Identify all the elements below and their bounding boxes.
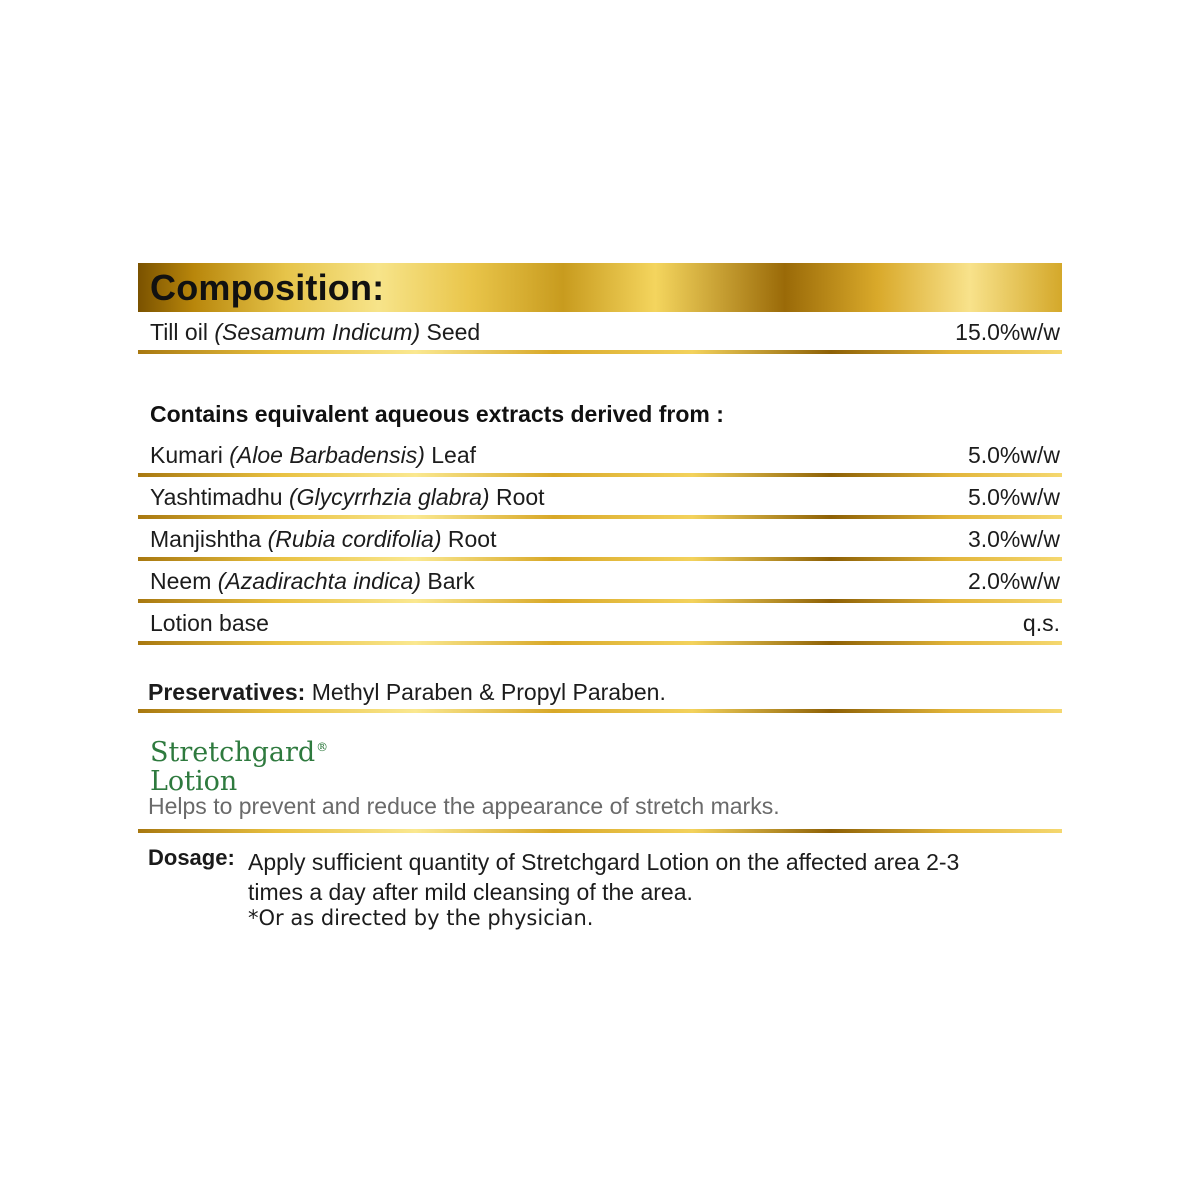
gold-divider <box>138 641 1062 645</box>
ingredient-value: 3.0%w/w <box>967 526 1060 552</box>
ingredient-label: Yashtimadhu (Glycyrrhzia glabra) Root <box>150 484 545 510</box>
composition-panel <box>138 263 1062 943</box>
ingredient-value: q.s. <box>1022 610 1060 636</box>
ingredient-row-yashtimadhu <box>138 477 1062 515</box>
preservatives-value: Methyl Paraben & Propyl Paraben. <box>311 679 666 705</box>
ingredient-value: 15.0%w/w <box>955 319 1060 345</box>
ingredient-label: Neem (Azadirachta indica) Bark <box>150 568 475 594</box>
dosage-block <box>138 833 1062 943</box>
ingredient-value: 2.0%w/w <box>967 568 1060 594</box>
composition-title: Composition: <box>150 267 385 308</box>
ingredient-label: Manjishtha (Rubia cordifolia) Root <box>150 526 497 552</box>
ingredient-value: 5.0%w/w <box>967 484 1060 510</box>
dosage-text: Apply sufficient quantity of Stretchgard Lotion on the affected area 2-3 times a day after mild cleansing of the area. <box>248 849 960 905</box>
extracts-heading: Contains equivalent aqueous extracts derived from : <box>150 401 724 427</box>
product-name: Stretchgard® Lotion <box>150 737 329 797</box>
preservatives-text <box>148 679 666 706</box>
dosage-label: Dosage: <box>148 845 235 870</box>
ingredient-label: Kumari (Aloe Barbadensis) Leaf <box>150 442 477 468</box>
preservatives-row <box>138 673 1062 709</box>
ingredient-label: Lotion base <box>150 610 269 636</box>
ingredient-label: Till oil (Sesamum Indicum) Seed <box>150 319 481 345</box>
ingredient-row-neem <box>138 561 1062 599</box>
registered-mark: ® <box>316 740 329 754</box>
product-brand-block <box>138 713 1062 829</box>
ingredient-row-lotion-base <box>138 603 1062 641</box>
composition-header <box>138 263 1062 312</box>
ingredient-row-kumari <box>138 435 1062 473</box>
ingredient-row-till-oil <box>138 312 1062 350</box>
preservatives-label: Preservatives: <box>148 679 306 705</box>
gold-divider <box>138 350 1062 354</box>
ingredient-row-manjishtha <box>138 519 1062 557</box>
product-tagline: Helps to prevent and reduce the appearance of stretch marks. <box>148 793 780 819</box>
dosage-note: *Or as directed by the physician. <box>248 906 594 930</box>
ingredient-value: 5.0%w/w <box>967 442 1060 468</box>
